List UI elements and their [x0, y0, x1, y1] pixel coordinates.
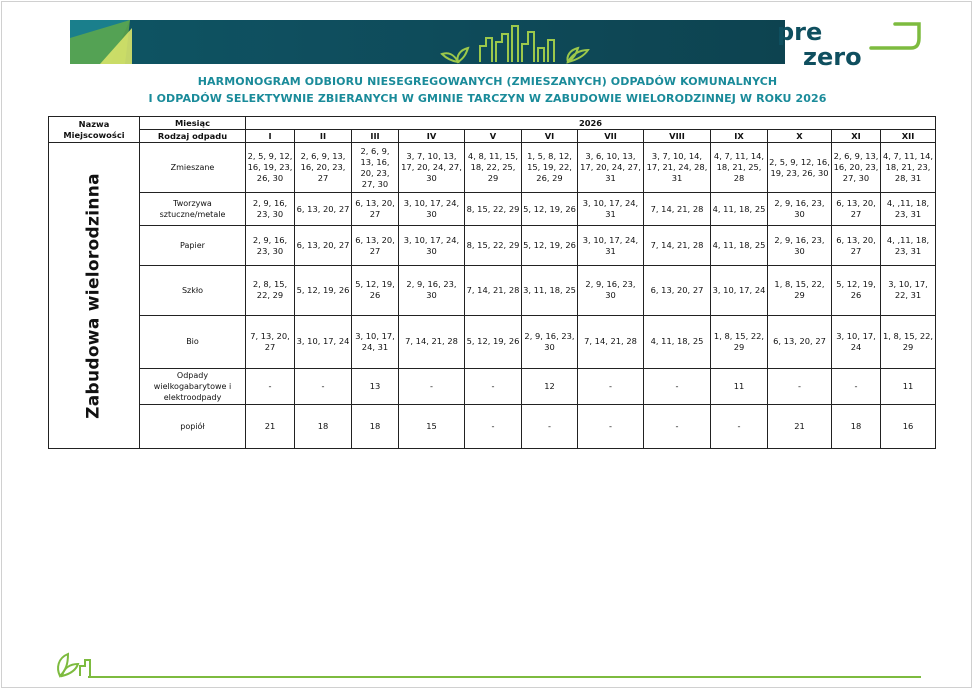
collection-schedule-table: [48, 116, 936, 449]
month-header-cell: V: [465, 130, 522, 143]
date-cell: 2, 5, 9, 12, 16, 19, 23, 26, 30: [768, 143, 832, 193]
date-cell: 3, 10, 17, 24: [832, 315, 881, 368]
waste-type-cell: Szkło: [140, 266, 246, 315]
date-cell: -: [578, 368, 644, 404]
date-cell: 3, 7, 10, 13, 17, 20, 24, 27, 30: [399, 143, 465, 193]
date-cell: 4, ,11, 18, 23, 31: [881, 193, 936, 226]
footer-line: [88, 676, 921, 678]
date-cell: 5, 12, 19, 26: [522, 226, 578, 266]
date-cell: 3, 10, 17, 24: [711, 266, 768, 315]
date-cell: -: [399, 368, 465, 404]
month-header-cell: XI: [832, 130, 881, 143]
date-cell: 3, 10, 17, 24, 30: [399, 193, 465, 226]
date-cell: -: [522, 404, 578, 448]
place-name: Zabudowa wielorodzinna: [83, 172, 104, 419]
year-header: 2026: [246, 117, 936, 130]
logo-pre: pre: [777, 18, 823, 46]
date-cell: 4, 7, 11, 14, 18, 21, 23, 28, 31: [881, 143, 936, 193]
date-cell: 7, 14, 21, 28: [578, 315, 644, 368]
date-cell: 4, ,11, 18, 23, 31: [881, 226, 936, 266]
date-cell: 6, 13, 20, 27: [295, 226, 352, 266]
month-header-cell: IX: [711, 130, 768, 143]
month-header-cell: IV: [399, 130, 465, 143]
date-cell: 2, 9, 16, 23, 30: [768, 193, 832, 226]
date-cell: 1, 8, 15, 22, 29: [881, 315, 936, 368]
date-cell: 3, 10, 17, 24: [295, 315, 352, 368]
place-cell: [49, 143, 140, 449]
date-cell: 2, 9, 16, 23, 30: [246, 193, 295, 226]
date-cell: 18: [295, 404, 352, 448]
date-cell: -: [465, 368, 522, 404]
city-skyline-icon: [70, 20, 785, 64]
date-cell: 2, 6, 9, 13, 16, 20, 23, 27: [295, 143, 352, 193]
date-cell: 18: [352, 404, 399, 448]
date-cell: 3, 10, 17, 24, 30: [399, 226, 465, 266]
date-cell: 11: [881, 368, 936, 404]
month-header-cell: VIII: [644, 130, 711, 143]
date-cell: 3, 10, 17, 24, 31: [352, 315, 399, 368]
date-cell: 4, 7, 11, 14, 18, 21, 25, 28: [711, 143, 768, 193]
month-header-cell: XII: [881, 130, 936, 143]
date-cell: -: [644, 404, 711, 448]
waste-type-cell: Papier: [140, 226, 246, 266]
date-cell: 5, 12, 19, 26: [352, 266, 399, 315]
date-cell: 21: [768, 404, 832, 448]
document-title-line2: I ODPADÓW SELEKTYWNIE ZBIERANYCH W GMINIE TARCZYN W ZABUDOWIE WIELORODZINNEJ W ROKU 2026: [148, 92, 827, 105]
month-header: Miesiąc: [140, 117, 246, 130]
date-cell: 1, 5, 8, 12, 15, 19, 22, 26, 29: [522, 143, 578, 193]
date-cell: -: [711, 404, 768, 448]
date-cell: 2, 8, 15, 22, 29: [246, 266, 295, 315]
date-cell: 3, 6, 10, 13, 17, 20, 24, 27, 31: [578, 143, 644, 193]
table-row: [49, 368, 936, 404]
date-cell: 16: [881, 404, 936, 448]
month-header-cell: VII: [578, 130, 644, 143]
date-cell: 7, 14, 21, 28: [644, 193, 711, 226]
date-cell: 2, 9, 16, 23, 30: [768, 226, 832, 266]
prezero-logo: [775, 18, 925, 70]
date-cell: 8, 15, 22, 29: [465, 226, 522, 266]
date-cell: 6, 13, 20, 27: [295, 193, 352, 226]
date-cell: -: [465, 404, 522, 448]
table-row: [49, 266, 936, 315]
date-cell: 2, 9, 16, 23, 30: [578, 266, 644, 315]
date-cell: -: [578, 404, 644, 448]
date-cell: 1, 8, 15, 22, 29: [768, 266, 832, 315]
date-cell: -: [246, 368, 295, 404]
header-row-year: [49, 117, 936, 130]
month-header-cell: II: [295, 130, 352, 143]
date-cell: 6, 13, 20, 27: [352, 226, 399, 266]
date-cell: 4, 8, 11, 15, 18, 22, 25, 29: [465, 143, 522, 193]
date-cell: 8, 15, 22, 29: [465, 193, 522, 226]
date-cell: -: [644, 368, 711, 404]
waste-type-header: Rodzaj odpadu: [140, 130, 246, 143]
date-cell: 5, 12, 19, 26: [295, 266, 352, 315]
waste-type-cell: popiół: [140, 404, 246, 448]
header-row-months: [49, 130, 936, 143]
date-cell: 21: [246, 404, 295, 448]
month-header-cell: VI: [522, 130, 578, 143]
date-cell: 4, 11, 18, 25: [644, 315, 711, 368]
table-row: [49, 193, 936, 226]
waste-type-cell: Bio: [140, 315, 246, 368]
date-cell: 2, 6, 9, 13, 16, 20, 23, 27, 30: [832, 143, 881, 193]
date-cell: 3, 10, 17, 24, 31: [578, 226, 644, 266]
date-cell: 12: [522, 368, 578, 404]
date-cell: 6, 13, 20, 27: [644, 266, 711, 315]
date-cell: 5, 12, 19, 26: [832, 266, 881, 315]
date-cell: 2, 9, 16, 23, 30: [246, 226, 295, 266]
date-cell: 2, 6, 9, 13, 16, 20, 23, 27, 30: [352, 143, 399, 193]
table-row: [49, 143, 936, 193]
date-cell: 13: [352, 368, 399, 404]
date-cell: 5, 12, 19, 26: [522, 193, 578, 226]
logo-zero: zero: [803, 43, 862, 70]
place-column-header: Nazwa Miejscowości: [49, 117, 140, 143]
date-cell: 2, 9, 16, 23, 30: [399, 266, 465, 315]
date-cell: 3, 10, 17, 24, 31: [578, 193, 644, 226]
month-header-cell: I: [246, 130, 295, 143]
date-cell: 3, 7, 10, 14, 17, 21, 24, 28, 31: [644, 143, 711, 193]
date-cell: 6, 13, 20, 27: [832, 193, 881, 226]
date-cell: 4, 11, 18, 25: [711, 193, 768, 226]
table-row: [49, 404, 936, 448]
date-cell: 11: [711, 368, 768, 404]
date-cell: 18: [832, 404, 881, 448]
date-cell: 15: [399, 404, 465, 448]
waste-type-cell: Odpady wielkogabarytowe i elektroodpady: [140, 368, 246, 404]
date-cell: 7, 14, 21, 28: [644, 226, 711, 266]
date-cell: 6, 13, 20, 27: [352, 193, 399, 226]
month-header-cell: X: [768, 130, 832, 143]
month-header-cell: III: [352, 130, 399, 143]
date-cell: 4, 11, 18, 25: [711, 226, 768, 266]
date-cell: 7, 14, 21, 28: [465, 266, 522, 315]
date-cell: -: [768, 368, 832, 404]
table-row: [49, 315, 936, 368]
footer-leaf-city-icon: [50, 650, 96, 678]
date-cell: -: [295, 368, 352, 404]
date-cell: 5, 12, 19, 26: [465, 315, 522, 368]
date-cell: 7, 13, 20, 27: [246, 315, 295, 368]
header-banner: [70, 20, 785, 64]
date-cell: 2, 5, 9, 12, 16, 19, 23, 26, 30: [246, 143, 295, 193]
date-cell: 7, 14, 21, 28: [399, 315, 465, 368]
date-cell: 2, 9, 16, 23, 30: [522, 315, 578, 368]
date-cell: 6, 13, 20, 27: [832, 226, 881, 266]
table-row: [49, 226, 936, 266]
date-cell: 1, 8, 15, 22, 29: [711, 315, 768, 368]
date-cell: 3, 11, 18, 25: [522, 266, 578, 315]
document-title-line1: HARMONOGRAM ODBIORU NIESEGREGOWANYCH (ZMIESZANYCH) ODPADÓW KOMUNALNYCH: [197, 75, 778, 88]
date-cell: 6, 13, 20, 27: [768, 315, 832, 368]
waste-type-cell: Zmieszane: [140, 143, 246, 193]
date-cell: -: [832, 368, 881, 404]
date-cell: 3, 10, 17, 22, 31: [881, 266, 936, 315]
waste-type-cell: Tworzywa sztuczne/metale: [140, 193, 246, 226]
